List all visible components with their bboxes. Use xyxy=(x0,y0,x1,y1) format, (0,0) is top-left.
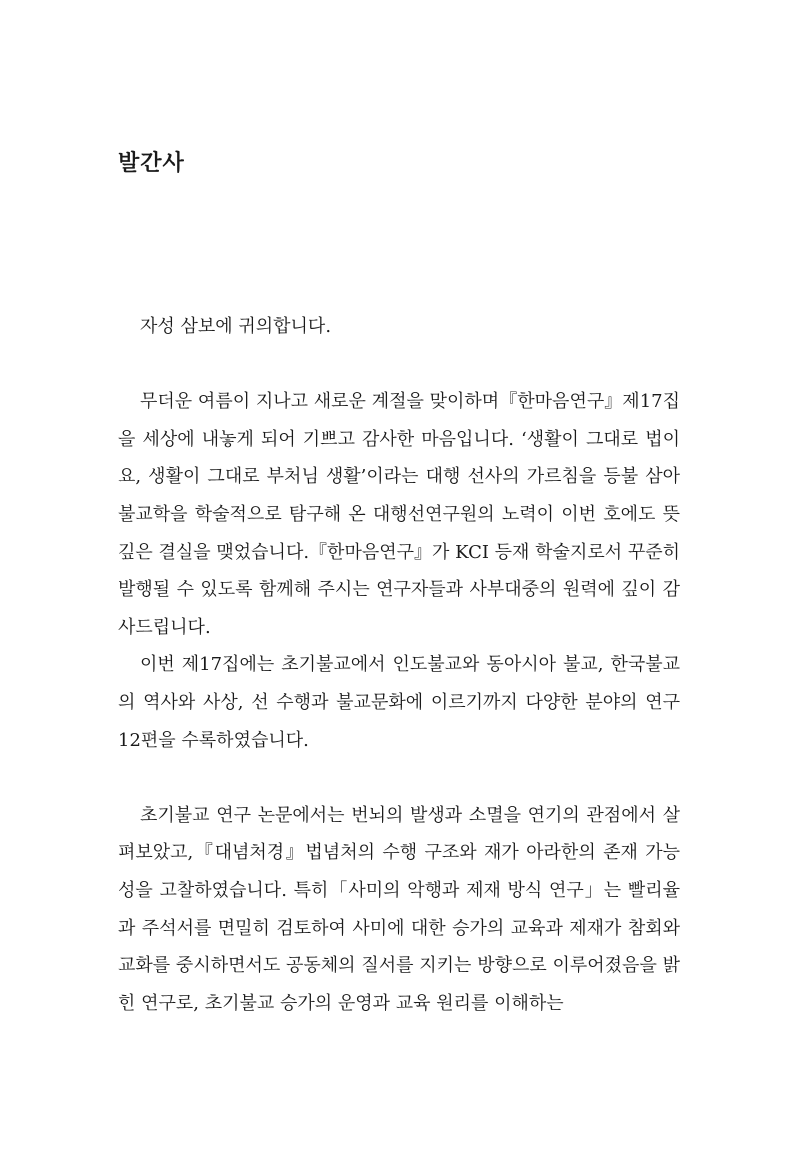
body-text xyxy=(118,308,680,1022)
paragraph-greeting: 자성 삼보에 귀의합니다. xyxy=(140,316,332,337)
paragraph-gap xyxy=(118,346,680,384)
paragraph-gap xyxy=(118,759,680,797)
paragraph-intro: 무더운 여름이 지나고 새로운 계절을 맞이하며『한마음연구』제17집을 세상에 내놓게 되어 기쁘고 감사한 마음입니다. ‘생활이 그대로 법이요, 생활이 그대로 부처님 생활’이라는 대행 선사의 가르침을 등불 삼아 불교학을 학술적으로 탐구해 온 대행선연구원의 노력이 이번 호에도 뜻깊은 결실을 맺었습니다.『한마음연구』가 KCI 등재 학술지로서 꾸준히 발행될 수 있도록 함께해 주시는 연구자들과 사부대중의 원력에 깊이 감사드립니다. xyxy=(118,391,680,638)
paragraph-contents: 이번 제17집에는 초기불교에서 인도불교와 동아시아 불교, 한국불교의 역사와 사상, 선 수행과 불교문화에 이르기까지 다양한 분야의 연구 12편을 수록하였습니다. xyxy=(118,654,680,751)
paragraph-early-buddhism: 초기불교 연구 논문에서는 번뇌의 발생과 소멸을 연기의 관점에서 살펴보았고,『대념처경』법념처의 수행 구조와 재가 아라한의 존재 가능성을 고찰하였습니다. 특히「사미의 악행과 제재 방식 연구」는 빨리율과 주석서를 면밀히 검토하여 사미에 대한 승가의 교육과 제재가 참회와 교화를 중시하면서도 공동체의 질서를 지키는 방향으로 이루어졌음을 밝힌 연구로, 초기불교 승가의 운영과 교육 원리를 이해하는 xyxy=(118,804,680,1014)
page-title: 발간사 xyxy=(118,150,185,176)
